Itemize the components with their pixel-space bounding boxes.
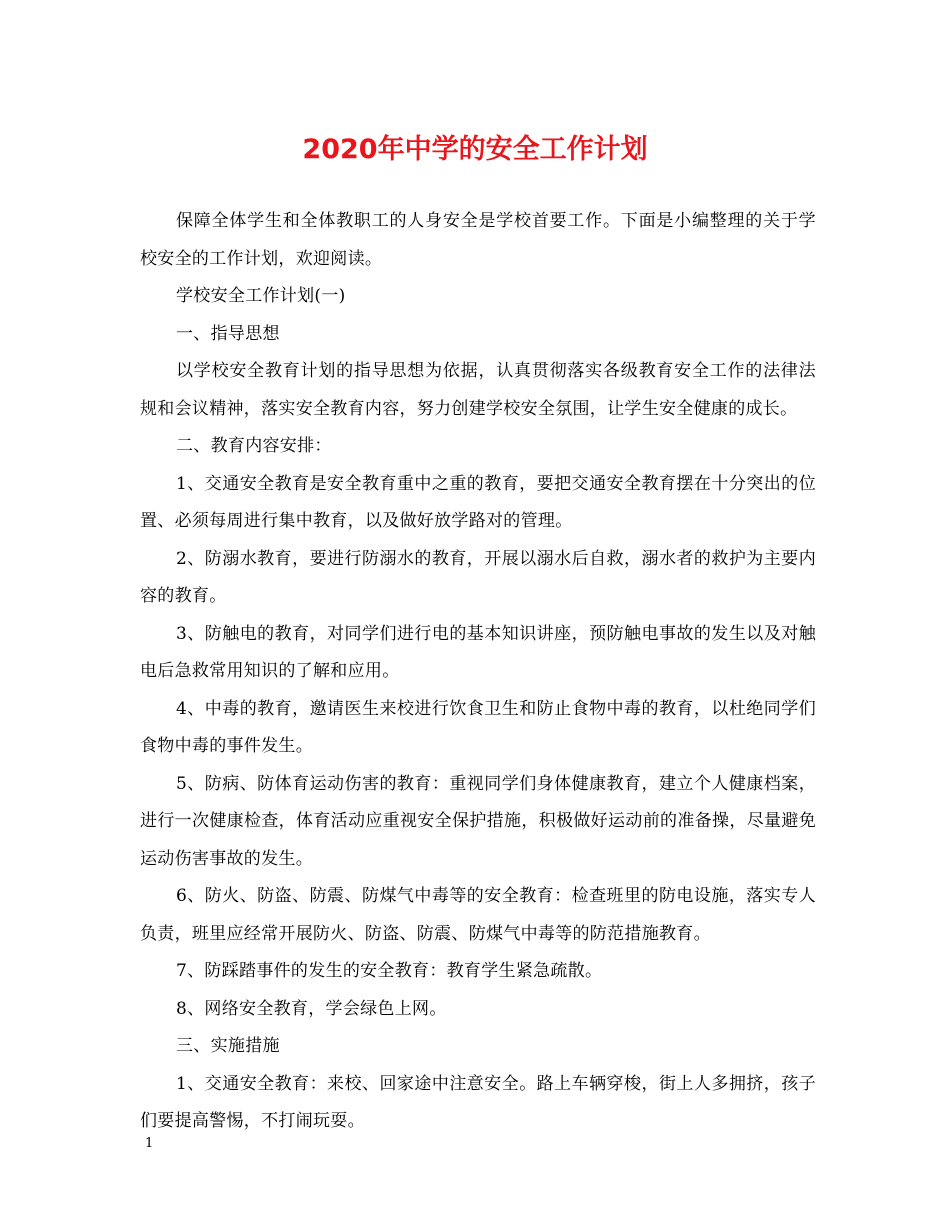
list-item-electric-shock: 3、防触电的教育，对同学们进行电的基本知识讲座，预防触电事故的发生以及对触电后急救常用知识的了解和应用。 xyxy=(140,623,816,681)
section-heading-guiding-ideology: 一、指导思想 xyxy=(176,323,280,344)
list-item-drowning-prevention: 2、防溺水教育，要进行防溺水的教育，开展以溺水后自救，溺水者的救护为主要内容的教育。 xyxy=(140,548,816,606)
paragraph-guiding-ideology: 以学校安全教育计划的指导思想为依据，认真贯彻落实各级教育安全工作的法律法规和会议精神，落实安全教育内容，努力创建学校安全氛围，让学生安全健康的成长。 xyxy=(140,361,816,419)
list-item-network-safety: 8、网络安全教育，学会绿色上网。 xyxy=(176,998,447,1019)
list-item-stampede: 7、防踩踏事件的发生的安全教育：教育学生紧急疏散。 xyxy=(176,961,603,981)
section-heading-education-content: 二、教育内容安排： xyxy=(176,436,332,456)
list-item-poisoning: 4、中毒的教育，邀请医生来校进行饮食卫生和防止食物中毒的教育，以杜绝同学们食物中毒的事件发生。 xyxy=(140,698,816,756)
page-number: 1 xyxy=(145,1136,154,1151)
list-item-traffic-safety: 1、交通安全教育是安全教育重中之重的教育，要把交通安全教育摆在十分突出的位置、必须每周进行集中教育，以及做好放学路对的管理。 xyxy=(140,473,816,531)
paragraph-intro: 保障全体学生和全体教职工的人身安全是学校首要工作。下面是小编整理的关于学校安全的工作计划，欢迎阅读。 xyxy=(140,211,816,269)
list-item-fire-theft-quake: 6、防火、防盗、防震、防煤气中毒等的安全教育：检查班里的防电设施，落实专人负责，班里应经常开展防火、防盗、防震、防煤气中毒等的防范措施教育。 xyxy=(140,886,816,944)
list-item-traffic-measures: 1、交通安全教育：来校、回家途中注意安全。路上车辆穿梭，街上人多拥挤，孩子们要提高警惕，不打闹玩耍。 xyxy=(140,1073,816,1131)
paragraph-plan-heading: 学校安全工作计划(一) xyxy=(176,286,346,306)
section-heading-measures: 三、实施措施 xyxy=(176,1036,280,1056)
document-title: 2020年中学的安全工作计划 xyxy=(302,134,648,165)
list-item-sports-injury: 5、防病、防体育运动伤害的教育：重视同学们身体健康教育，建立个人健康档案，进行一次健康检查，体育活动应重视安全保护措施，积极做好运动前的准备操，尽量避免运动伤害事故的发生。 xyxy=(140,773,816,869)
document-body xyxy=(140,203,816,1141)
